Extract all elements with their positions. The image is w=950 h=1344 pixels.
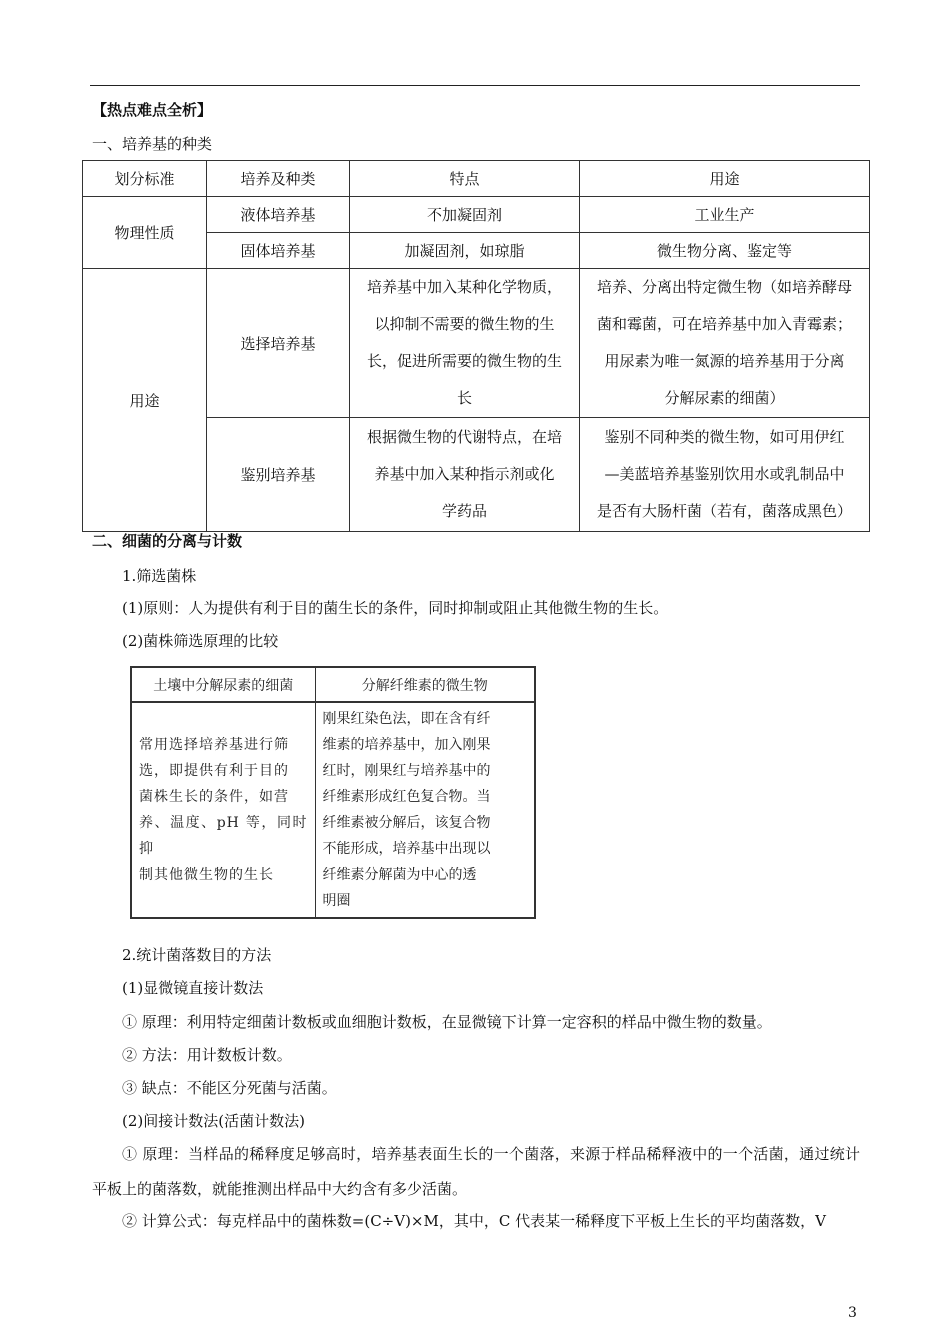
page-number: 3	[848, 1305, 857, 1321]
text-line: 养基中加入某种指示剂或化	[374, 465, 555, 483]
text-line: 是否有大肠杆菌（若有，菌落成黑色）	[596, 502, 852, 520]
text-line: 培养基中加入某种化学物质，	[366, 278, 562, 296]
strain-screening-table	[130, 666, 536, 919]
paragraph: ③ 缺点：不能区分死菌与活菌。	[122, 1079, 337, 1097]
text-line: 培养、分离出特定微生物（如培养酵母	[596, 278, 852, 296]
text-line: —美蓝培养基鉴别饮用水或乳制品中	[604, 465, 845, 483]
table-row	[83, 269, 870, 418]
header-cell: 分解纤维素的微生物	[315, 667, 535, 702]
header-cell: 土壤中分解尿素的细菌	[131, 667, 315, 702]
table-header-row	[131, 667, 535, 702]
text-line: 学药品	[441, 502, 487, 520]
table-header-row	[83, 161, 870, 197]
compare-cell-left	[131, 702, 315, 918]
item-heading: (2)间接计数法(活菌计数法)	[122, 1112, 305, 1130]
text-line: 菌株生长的条件，如营	[139, 789, 289, 805]
use-cell: 微生物分离、鉴定等	[580, 233, 870, 269]
text-line: 维素的培养基中，加入刚果	[322, 737, 491, 753]
paragraph: ② 计算公式：每克样品中的菌株数=(C÷V)×M，其中，C 代表某一稀释度下平板上生长的平均菌落数，V	[122, 1212, 826, 1230]
text-line: 不能形成，培养基中出现以	[322, 841, 491, 857]
type-cell: 鉴别培养基	[207, 418, 350, 532]
text-line: 菌和霉菌，可在培养基中加入青霉素；	[596, 315, 852, 333]
text-line: 纤维素分解菌为中心的透	[322, 867, 477, 883]
paragraph: (1)原则：人为提供有利于目的菌生长的条件，同时抑制或阻止其他微生物的生长。	[122, 599, 669, 617]
item-heading: (2)菌株筛选原理的比较	[122, 632, 279, 650]
paragraph: ① 原理：当样品的稀释度足够高时，培养基表面生长的一个菌落，来源于样品稀释液中的一个活菌，通过统计平板上的菌落数，就能推测出样品中大约含有多少活菌。	[92, 1145, 860, 1198]
text-line: 明圈	[322, 893, 351, 909]
table-row	[83, 197, 870, 233]
item-heading: (1)显微镜直接计数法	[122, 979, 264, 997]
text-line: 长	[456, 389, 472, 407]
text-line: 常用选择培养基进行筛	[139, 737, 289, 753]
text-line: 以抑制不需要的微生物的生	[374, 315, 555, 333]
paragraph: ② 方法：用计数板计数。	[122, 1046, 292, 1064]
type-cell: 选择培养基	[207, 269, 350, 418]
item-heading: 2.统计菌落数目的方法	[122, 946, 272, 964]
text-line: 选，即提供有利于目的	[139, 763, 289, 779]
header-rule	[90, 85, 860, 86]
text-line: 养、温度、pH 等，同时抑	[139, 815, 308, 857]
use-cell	[580, 418, 870, 532]
text-line: 制其他微生物的生长	[139, 867, 274, 883]
table-row	[131, 702, 535, 918]
text-line: 分解尿素的细菌）	[664, 389, 785, 407]
heading-main: 【热点难点全析】	[92, 101, 213, 119]
type-cell: 液体培养基	[207, 197, 350, 233]
text-line: 根据微生物的代谢特点，在培	[366, 428, 562, 446]
category-cell: 物理性质	[83, 197, 207, 269]
text-line: 纤维素形成红色复合物。当	[322, 789, 491, 805]
text-line: 红时，刚果红与培养基中的	[322, 763, 491, 779]
category-cell: 用途	[83, 269, 207, 532]
section2-title: 二、细菌的分离与计数	[92, 532, 243, 550]
text-line: 刚果红染色法，即在含有纤	[322, 711, 491, 727]
text-line: 鉴别不同种类的微生物，如可用伊红	[604, 428, 845, 446]
use-cell	[580, 269, 870, 418]
compare-cell-right	[315, 702, 535, 918]
feature-cell	[350, 269, 580, 418]
section1-title: 一、培养基的种类	[92, 135, 213, 153]
header-cell: 特点	[350, 161, 580, 197]
text-line: 用尿素为唯一氮源的培养基用于分离	[604, 352, 845, 370]
text-line: 长，促进所需要的微生物的生	[366, 352, 562, 370]
text-line: 纤维素被分解后，该复合物	[322, 815, 491, 831]
feature-cell	[350, 418, 580, 532]
item-heading: 1.筛选菌株	[122, 567, 197, 585]
use-cell: 工业生产	[580, 197, 870, 233]
header-cell: 培养及种类	[207, 161, 350, 197]
header-cell: 划分标准	[83, 161, 207, 197]
feature-cell: 加凝固剂，如琼脂	[350, 233, 580, 269]
paragraph: ① 原理：利用特定细菌计数板或血细胞计数板，在显微镜下计算一定容积的样品中微生物的数量。	[122, 1013, 772, 1031]
medium-types-table	[82, 160, 870, 532]
header-cell: 用途	[580, 161, 870, 197]
type-cell: 固体培养基	[207, 233, 350, 269]
feature-cell: 不加凝固剂	[350, 197, 580, 233]
